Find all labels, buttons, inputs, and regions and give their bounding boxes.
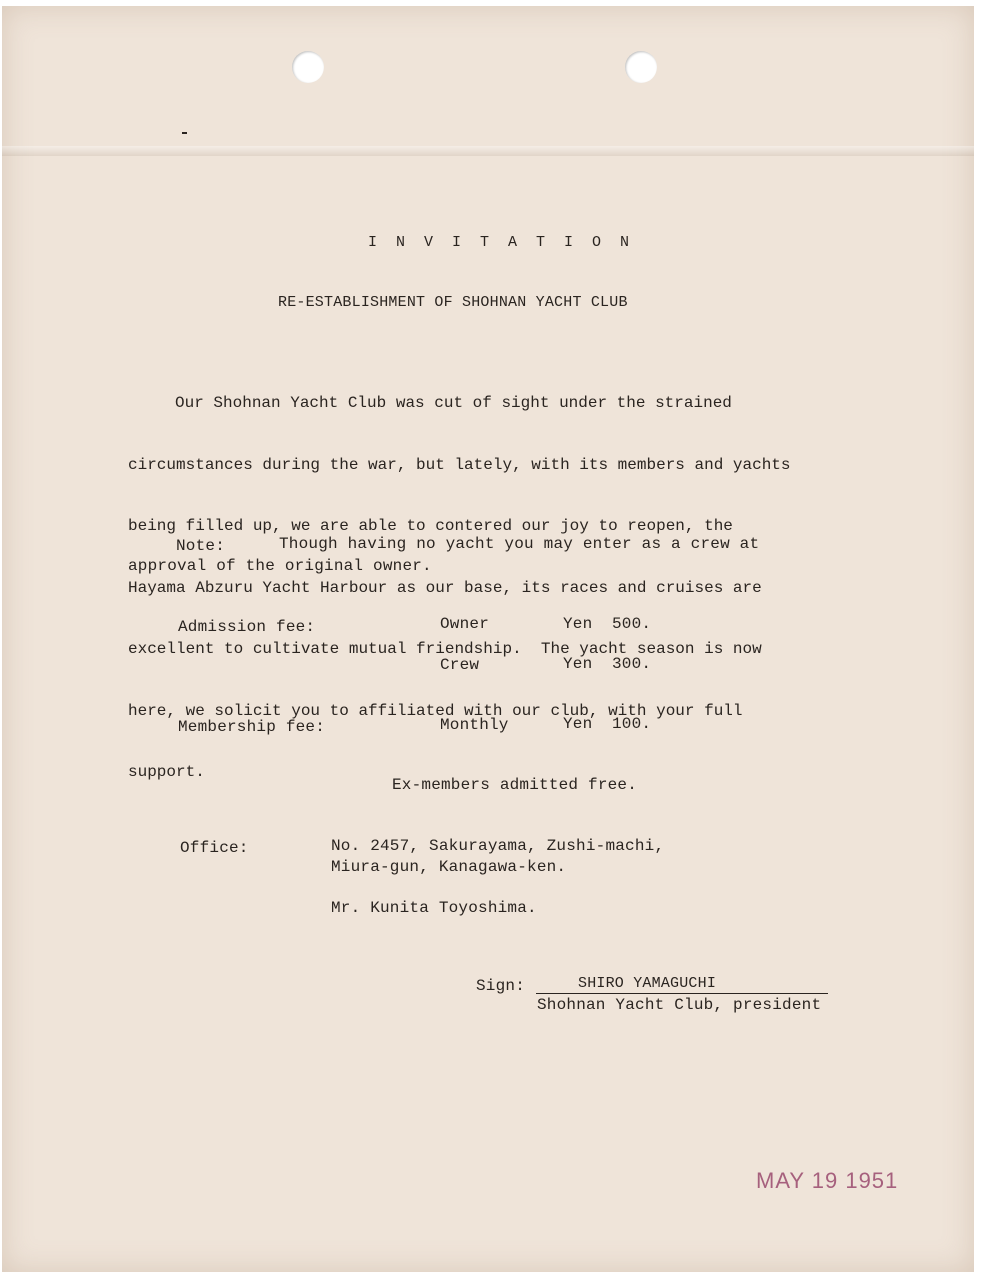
office-label: Office: (180, 839, 249, 857)
sign-label: Sign: (476, 977, 526, 995)
paragraph-line: Hayama Abzuru Yacht Harbour as our base, its races and cruises are (128, 578, 762, 597)
paragraph-line: Our Shohnan Yacht Club was cut of sight under the strained (175, 394, 732, 412)
punch-hole-left (292, 51, 324, 83)
date-received-stamp: MAY 19 1951 (756, 1168, 899, 1193)
note-label: Note: (176, 537, 226, 555)
crew-label: Crew (440, 656, 480, 674)
paragraph-line: being filled up, we are able to contered our joy to reopen, the (128, 517, 733, 535)
office-address-line1: No. 2457, Sakurayama, Zushi-machi, (331, 837, 665, 855)
crew-amount: Yen 300. (563, 655, 652, 673)
paragraph-line: here, we solicit you to affiliated with our club, with your full (128, 701, 743, 720)
signatory-title: Shohnan Yacht Club, president (537, 996, 822, 1014)
note-text-line2: approval of the original owner. (128, 557, 432, 575)
paper-fold-crease (2, 146, 974, 156)
admission-fee-label: Admission fee: (178, 618, 316, 636)
owner-amount: Yen 500. (563, 615, 652, 633)
document-title: I N V I T A T I O N (368, 234, 635, 251)
office-address-line2: Miura-gun, Kanagawa-ken. (331, 858, 567, 876)
signature-line (536, 993, 828, 994)
paragraph-line: support. (128, 763, 205, 781)
paragraph-line: excellent to cultivate mutual friendship. The yacht season is now (128, 640, 762, 658)
paragraph-line: circumstances during the war, but lately, with its members and yachts (128, 455, 791, 474)
document-subtitle: RE-ESTABLISHMENT OF SHOHNAN YACHT CLUB (278, 294, 628, 311)
monthly-label: Monthly (440, 716, 509, 734)
monthly-amount: Yen 100. (563, 715, 652, 733)
membership-fee-label: Membership fee: (178, 718, 326, 736)
office-contact: Mr. Kunita Toyoshima. (331, 899, 537, 917)
owner-label: Owner (440, 615, 490, 633)
punch-hole-right (625, 51, 657, 83)
ex-members-note: Ex-members admitted free. (392, 776, 638, 794)
note-text-line1: Though having no yacht you may enter as a crew at (279, 535, 760, 553)
margin-mark (182, 132, 187, 134)
signatory-name: SHIRO YAMAGUCHI (578, 975, 717, 992)
